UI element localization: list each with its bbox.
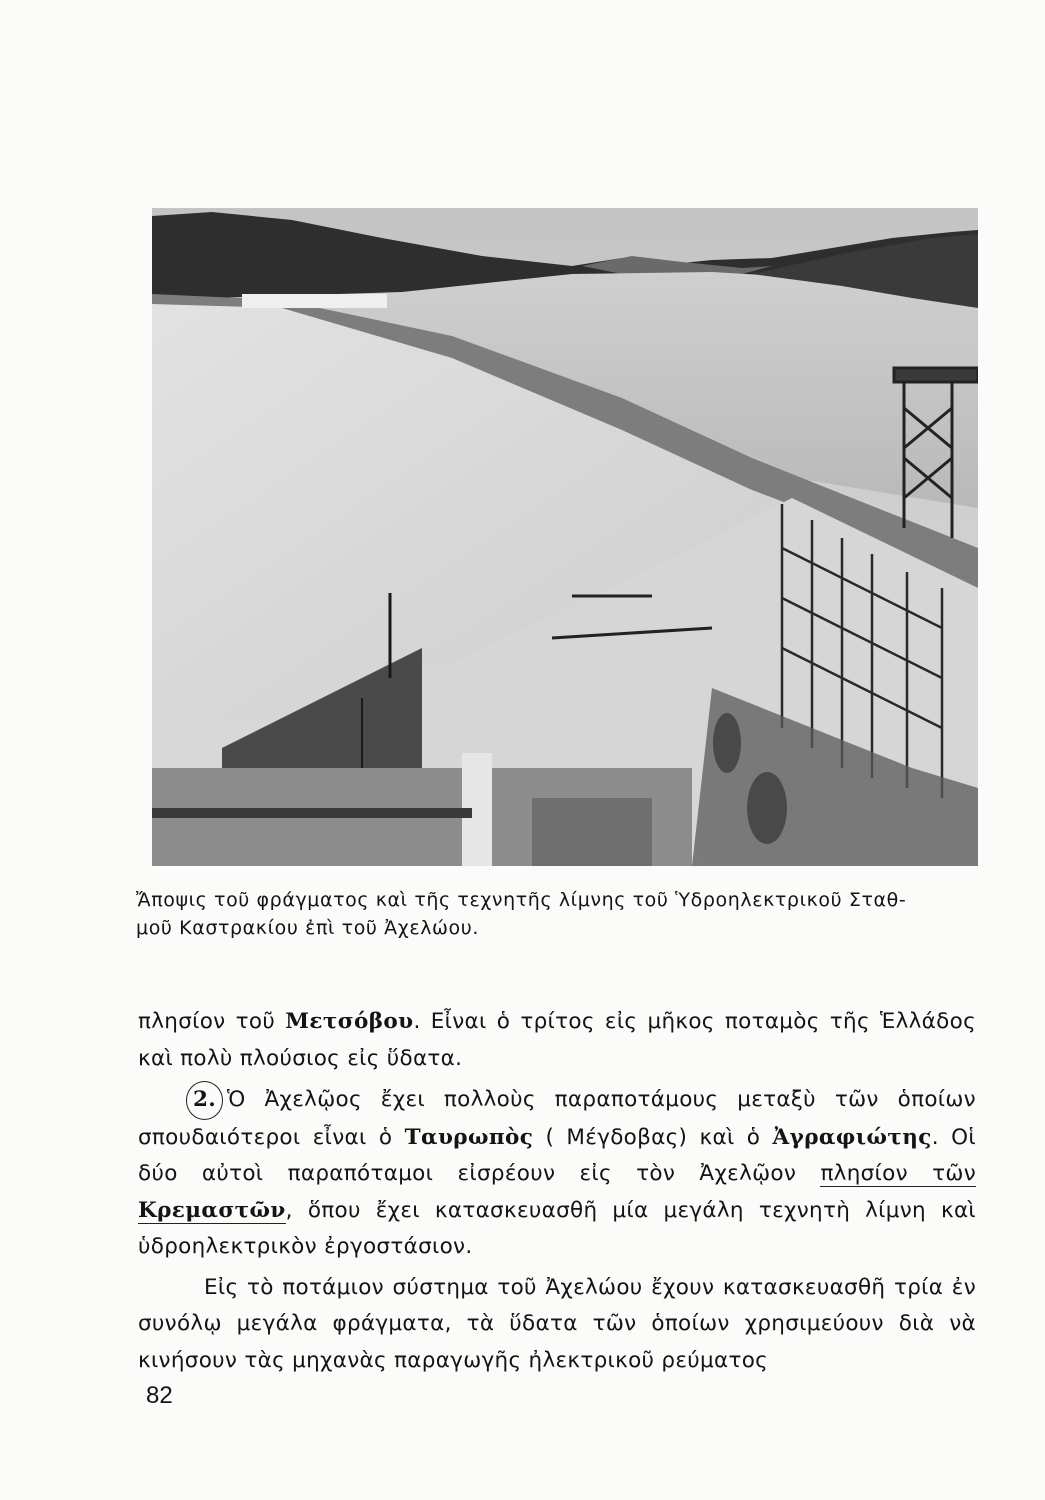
paragraph-2 [138,1081,976,1266]
text-run: , ὅπου ἔχει κατασκευασθῆ μία μεγάλη τεχνητὴ λίμνη καὶ ὑδροηλεκτρικὸν ἐργοστάσιον. [138,1197,976,1259]
river-name-tavropos: Ταυρωπὸς [404,1124,534,1150]
text-run: . Οἱ δύο αὐτοὶ παραπόταμοι εἰσρέουν εἰς τὸν Ἀχελῷον [138,1124,976,1186]
body-text [138,1004,976,1379]
paragraph-3: Εἰς τὸ ποτάμιον σύστημα τοῦ Ἀχελώου ἔχουν κατασκευασθῆ τρία ἐν συνόλῳ μεγάλα φράγματα, τὰ ὕδατα τῶν ὁποίων χρησιμεύουν διὰ νὰ κινήσουν τὰς μηχανὰς παραγωγῆς ἠλεκτρικοῦ ρεύματος [138,1274,976,1373]
text-run: ( Μέγδοβας) καὶ ὁ [533,1124,773,1150]
text-run: . Εἶναι ὁ τρίτος εἰς μῆκος ποταμὸς τῆς Ἑλλάδος καὶ πολὺ πλούσιος εἰς ὕδατα. [138,1009,976,1071]
caption-line-2: μοῦ Καστρακίου ἐπὶ τοῦ Ἀχελώου. [136,917,480,939]
paragraph-1 [138,1004,976,1077]
river-name-agrafiotis: Ἀγραφιώτης [772,1124,932,1150]
underlined-text: πλησίον τῶν [820,1161,977,1186]
dam-photograph [152,208,978,866]
place-name-metsovo: Μετσόβου [285,1009,414,1034]
text-run: πλησίον τοῦ [138,1009,286,1034]
place-name-kremasta: Κρεμαστῶν [138,1197,286,1223]
page-number: 82 [146,1382,173,1409]
text-run: Ὁ Ἀχελῷος ἔχει πολλοὺς παραποτάμους μεταξὺ τῶν ὁποίων σπουδαιότεροι εἶναι ὁ [138,1087,976,1150]
paragraph-number: 2. [186,1081,223,1120]
caption-line-1: Ἄποψις τοῦ φράγματος καὶ τῆς τεχνητῆς λίμνης τοῦ Ὑδροηλεκτρικοῦ Σταθ- [136,889,907,911]
figure-caption [136,886,986,942]
